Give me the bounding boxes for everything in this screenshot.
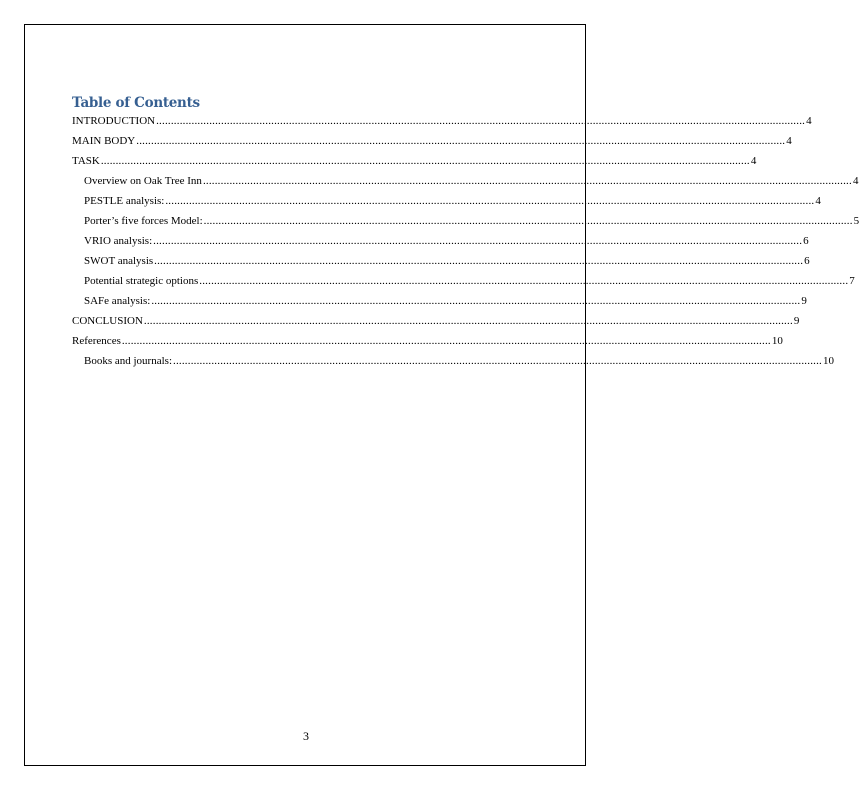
toc-dot-leader: ............................................................................................................................................................................................................................	[154, 255, 804, 267]
toc-entry-overview-oak-tree-inn[interactable]	[72, 174, 859, 194]
toc-entry-page: 6	[803, 235, 809, 247]
toc-entry-task[interactable]	[72, 154, 757, 174]
toc-entry-label: TASK	[72, 155, 100, 167]
toc-dot-leader: ............................................................................................................................................................................................................................	[165, 195, 815, 207]
toc-entry-page: 9	[801, 295, 807, 307]
toc-dot-leader: ............................................................................................................................................................................................................................	[151, 295, 801, 307]
toc-list	[72, 114, 859, 374]
toc-entry-page: 10	[823, 355, 834, 367]
toc-entry-porters-five-forces[interactable]	[72, 214, 859, 234]
toc-entry-potential-strategic-options[interactable]	[72, 274, 855, 294]
toc-dot-leader: ............................................................................................................................................................................................................................	[173, 355, 822, 367]
toc-dot-leader: ............................................................................................................................................................................................................................	[153, 235, 803, 247]
toc-dot-leader: ............................................................................................................................................................................................................................	[203, 215, 853, 227]
toc-entry-page: 5	[853, 215, 859, 227]
toc-entry-page: 6	[804, 255, 810, 267]
toc-dot-leader: ............................................................................................................................................................................................................................	[143, 315, 793, 327]
toc-entry-label: INTRODUCTION	[72, 115, 156, 127]
toc-entry-references[interactable]	[72, 334, 783, 354]
toc-entry-label: MAIN BODY	[72, 135, 136, 147]
toc-entry-main-body[interactable]	[72, 134, 792, 154]
toc-entry-pestle-analysis[interactable]	[72, 194, 821, 214]
toc-entry-label: Books and journals:	[84, 355, 172, 367]
toc-entry-conclusion[interactable]	[72, 314, 800, 334]
toc-entry-label: References	[72, 335, 121, 347]
toc-entry-page: 10	[771, 335, 783, 347]
toc-entry-page: 9	[793, 315, 800, 327]
toc-entry-page: 7	[849, 275, 855, 287]
toc-entry-label: SWOT analysis	[84, 255, 154, 267]
toc-entry-label: Overview on Oak Tree Inn	[84, 175, 202, 187]
toc-entry-introduction[interactable]	[72, 114, 812, 134]
toc-dot-leader: ............................................................................................................................................................................................................................	[199, 275, 849, 287]
toc-entry-label: PESTLE analysis:	[84, 195, 165, 207]
toc-entry-label: VRIO analysis:	[84, 235, 153, 247]
toc-entry-label: Potential strategic options	[84, 275, 199, 287]
toc-entry-label: SAFe analysis:	[84, 295, 151, 307]
toc-dot-leader: ............................................................................................................................................................................................................................	[100, 155, 750, 167]
toc-entry-page: 4	[786, 135, 792, 147]
toc-entry-safe-analysis[interactable]	[72, 294, 807, 314]
toc-dot-leader: ............................................................................................................................................................................................................................	[156, 115, 806, 127]
toc-entry-page: 4	[806, 115, 812, 127]
toc-entry-label: Porter’s five forces Model:	[84, 215, 203, 227]
toc-entry-swot-analysis[interactable]	[72, 254, 810, 274]
page-number: 3	[303, 729, 309, 743]
toc-entry-page: 4	[852, 175, 859, 187]
toc-entry-vrio-analysis[interactable]	[72, 234, 809, 254]
toc-entry-books-and-journals[interactable]	[72, 354, 834, 374]
toc-dot-leader: ............................................................................................................................................................................................................................	[202, 175, 852, 187]
toc-dot-leader: ............................................................................................................................................................................................................................	[136, 135, 786, 147]
toc-dot-leader: ............................................................................................................................................................................................................................	[121, 335, 771, 347]
toc-entry-label: CONCLUSION	[72, 315, 143, 327]
toc-title: Table of Contents	[72, 95, 200, 111]
toc-entry-page: 4	[815, 195, 821, 207]
toc-entry-page: 4	[750, 155, 757, 167]
